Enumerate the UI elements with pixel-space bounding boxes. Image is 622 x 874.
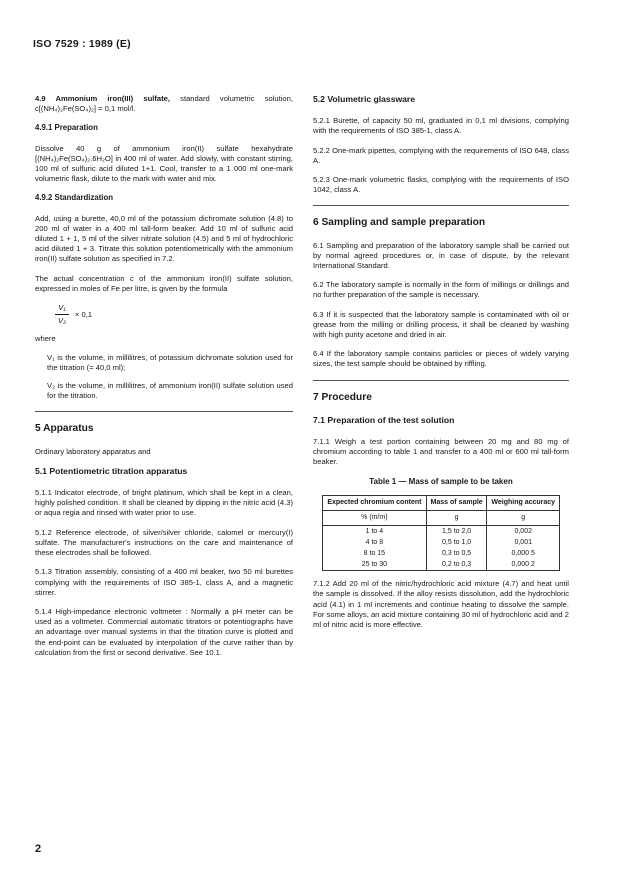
section-4-9-2-text2: The actual concentration c of the ammonium iron(II) sulfate solution, expressed in moles of Fe per litre, is given by the formula: [35, 273, 293, 293]
section-7-title: 7 Procedure: [313, 391, 372, 403]
section-5-intro: Ordinary laboratory apparatus and: [35, 446, 151, 456]
section-4-9-text: standard volumetric solution, c[(NH₄)₂Fe(SO₄)₂] = 0,1 mol/l.: [35, 94, 293, 114]
table-1: [322, 495, 560, 571]
section-5-1-2: 5.1.2 Reference electrode, of silver/silver chloride, calomel or mercury(I) sulfate. The manufacturer's instructions on the care and maintenance of these electrodes shall be followed.: [35, 527, 293, 558]
section-6-3: 6.3 If it is suspected that the laboratory sample is contaminated with oil or grease from the milling or drilling process, it shall be cleaned by washing with high purity acetone and dried in air.: [313, 309, 569, 340]
table-header-row: [323, 495, 560, 510]
table-row: [323, 559, 560, 571]
definition-v1: V₁ is the volume, in millilitres, of potassium dichromate solution used for the titration (= 40,0 ml);: [47, 352, 293, 372]
section-divider: [313, 380, 569, 381]
table-cell: 0,001: [487, 537, 560, 548]
section-6-1: 6.1 Sampling and preparation of the laboratory sample shall be carried out by normal agreed procedures or, in case of dispute, by the relevant International Standard.: [313, 240, 569, 271]
section-divider: [35, 411, 293, 412]
table-header-accuracy: Weighing accuracy: [487, 495, 560, 510]
formula-fraction: [55, 303, 69, 326]
section-5-1-3: 5.1.3 Titration assembly, consisting of a 400 ml beaker, two 50 ml burettes complying with the requirements of ISO 385-1, class A, and a magnetic stirrer.: [35, 567, 293, 597]
section-4-9-2-title: 4.9.2 Standardization: [35, 193, 113, 203]
section-7-1-title: 7.1 Preparation of the test solution: [313, 414, 455, 425]
section-5-1-1: 5.1.1 Indicator electrode, of bright platinum, which shall be kept in a clean, highly polished condition. It shall be cleaned by dipping in the nitric acid (4.3) or aqua regia and rinsed with water prior to use.: [35, 488, 293, 518]
table-unit-chromium: % (m/m): [323, 511, 427, 526]
page-number: 2: [35, 843, 42, 855]
table-cell: 0,3 to 0,5: [426, 548, 487, 559]
concentration-formula: [55, 303, 293, 326]
section-6-4: 6.4 If the laboratory sample contains particles or pieces of widely varying sizes, the test sample should be obtained by riffling.: [313, 349, 569, 369]
table-row: [323, 548, 560, 559]
table-unit-accuracy: g: [487, 511, 560, 526]
table-unit-mass: g: [426, 511, 487, 526]
table-units-row: [323, 511, 560, 526]
formula-denominator: V₂: [58, 316, 66, 326]
table-cell: 0,2 to 0,3: [426, 559, 487, 571]
table-cell: 0,002: [487, 526, 560, 538]
section-4-9-title: 4.9 Ammonium iron(III) sulfate,: [35, 94, 170, 103]
section-5-title: 5 Apparatus: [35, 423, 94, 435]
table-header-chromium: Expected chromium content: [323, 495, 427, 510]
section-5-2-title: 5.2 Volumetric glassware: [313, 94, 416, 104]
table-row: [323, 537, 560, 548]
section-7-1-1: 7.1.1 Weigh a test portion containing between 20 mg and 80 mg of chromium according to table 1 and transfer to a 400 ml or 600 ml tall-form beaker.: [313, 437, 569, 467]
table-1-caption: Table 1 — Mass of sample to be taken: [369, 476, 513, 486]
section-4-9-1-text: Dissolve 40 g of ammonium iron(II) sulfate hexahydrate [(NH₄)₂Fe(SO₄)₂.6H₂O] in 400 ml of water. Add slowly, with constant stirring, 100 ml of sulfuric acid diluted 1+1. Cool, transfer to a 1 000 ml one-mark volumetric flask, dilute to the mark with water and mix.: [35, 143, 293, 184]
section-5-1-4: 5.1.4 High-impedance electronic voltmeter : Normally a pH meter can be used as a voltmeter. Commercial automatic titrators or potentiographs have an advantage over manual systems in that the titration curve is plotted and the end-point can be evaluated by interpolation of the curve rather than by calculation from the first or second derivative. See 10.1.: [35, 606, 293, 657]
section-5-2-3: 5.2.3 One-mark volumetric flasks, complying with the requirements of ISO 1042, class A.: [313, 175, 569, 195]
table-cell: 1,5 to 2,0: [426, 526, 487, 538]
table-cell: 0,000 5: [487, 548, 560, 559]
table-cell: 25 to 30: [323, 559, 427, 571]
table-cell: 0,5 to 1,0: [426, 537, 487, 548]
section-4-9-1-title: 4.9.1 Preparation: [35, 123, 98, 133]
section-6-2: 6.2 The laboratory sample is normally in the form of millings or drillings and no further preparation of the sample is necessary.: [313, 280, 569, 300]
table-header-mass: Mass of sample: [426, 495, 487, 510]
right-column: [313, 94, 569, 639]
section-4-9: [35, 94, 293, 114]
section-5-1-title: 5.1 Potentiometric titration apparatus: [35, 465, 188, 476]
table-cell: 1 to 4: [323, 526, 427, 538]
document-header: ISO 7529 : 1989 (E): [33, 38, 131, 50]
table-cell: 0,000 2: [487, 559, 560, 571]
section-4-9-2-text1: Add, using a burette, 40,0 ml of the potassium dichromate solution (4.8) to 200 ml of water in a 400 ml tall-form beaker. Add 10 ml of sulfuric acid diluted 1 + 1, 5 ml of the silver nitrate solution (4.5) and 5 ml of hydrochloric acid diluted 1 + 3. Titrate this solution potentiometrically with the ammonium iron(II) sulfate solution as specified in 7.2.: [35, 213, 293, 264]
definition-v2: V₂ is the volume, in millilitres, of ammonium iron(II) sulfate solution used for the titration.: [47, 381, 293, 401]
section-5-2-1: 5.2.1 Burette, of capacity 50 ml, graduated in 0,1 ml divisions, complying with the requirements of ISO 385-1, class A.: [313, 116, 569, 136]
section-6-title: 6 Sampling and sample preparation: [313, 217, 486, 229]
table-cell: 8 to 15: [323, 548, 427, 559]
fraction-bar: [55, 314, 69, 315]
table-row: [323, 526, 560, 538]
formula-numerator: V₁: [58, 303, 66, 313]
where-label: where: [35, 334, 56, 344]
table-cell: 4 to 8: [323, 537, 427, 548]
section-7-1-2: 7.1.2 Add 20 ml of the nitric/hydrochloric acid mixture (4.7) and heat until the sample is dissolved. If the alloy resists dissolution, add the hydrochloric acid (4.1) in 1 ml increments and continue heating to dissolve the sample. For some alloys, an acid mixture containing 30 ml of hydrochloric acid and 2 ml of nitric acid is more effective.: [313, 579, 569, 630]
section-5-2-2: 5.2.2 One-mark pipettes, complying with the requirements of ISO 648, class A.: [313, 145, 569, 165]
left-column: [35, 94, 293, 667]
section-divider: [313, 205, 569, 206]
formula-factor: × 0,1: [75, 309, 93, 319]
